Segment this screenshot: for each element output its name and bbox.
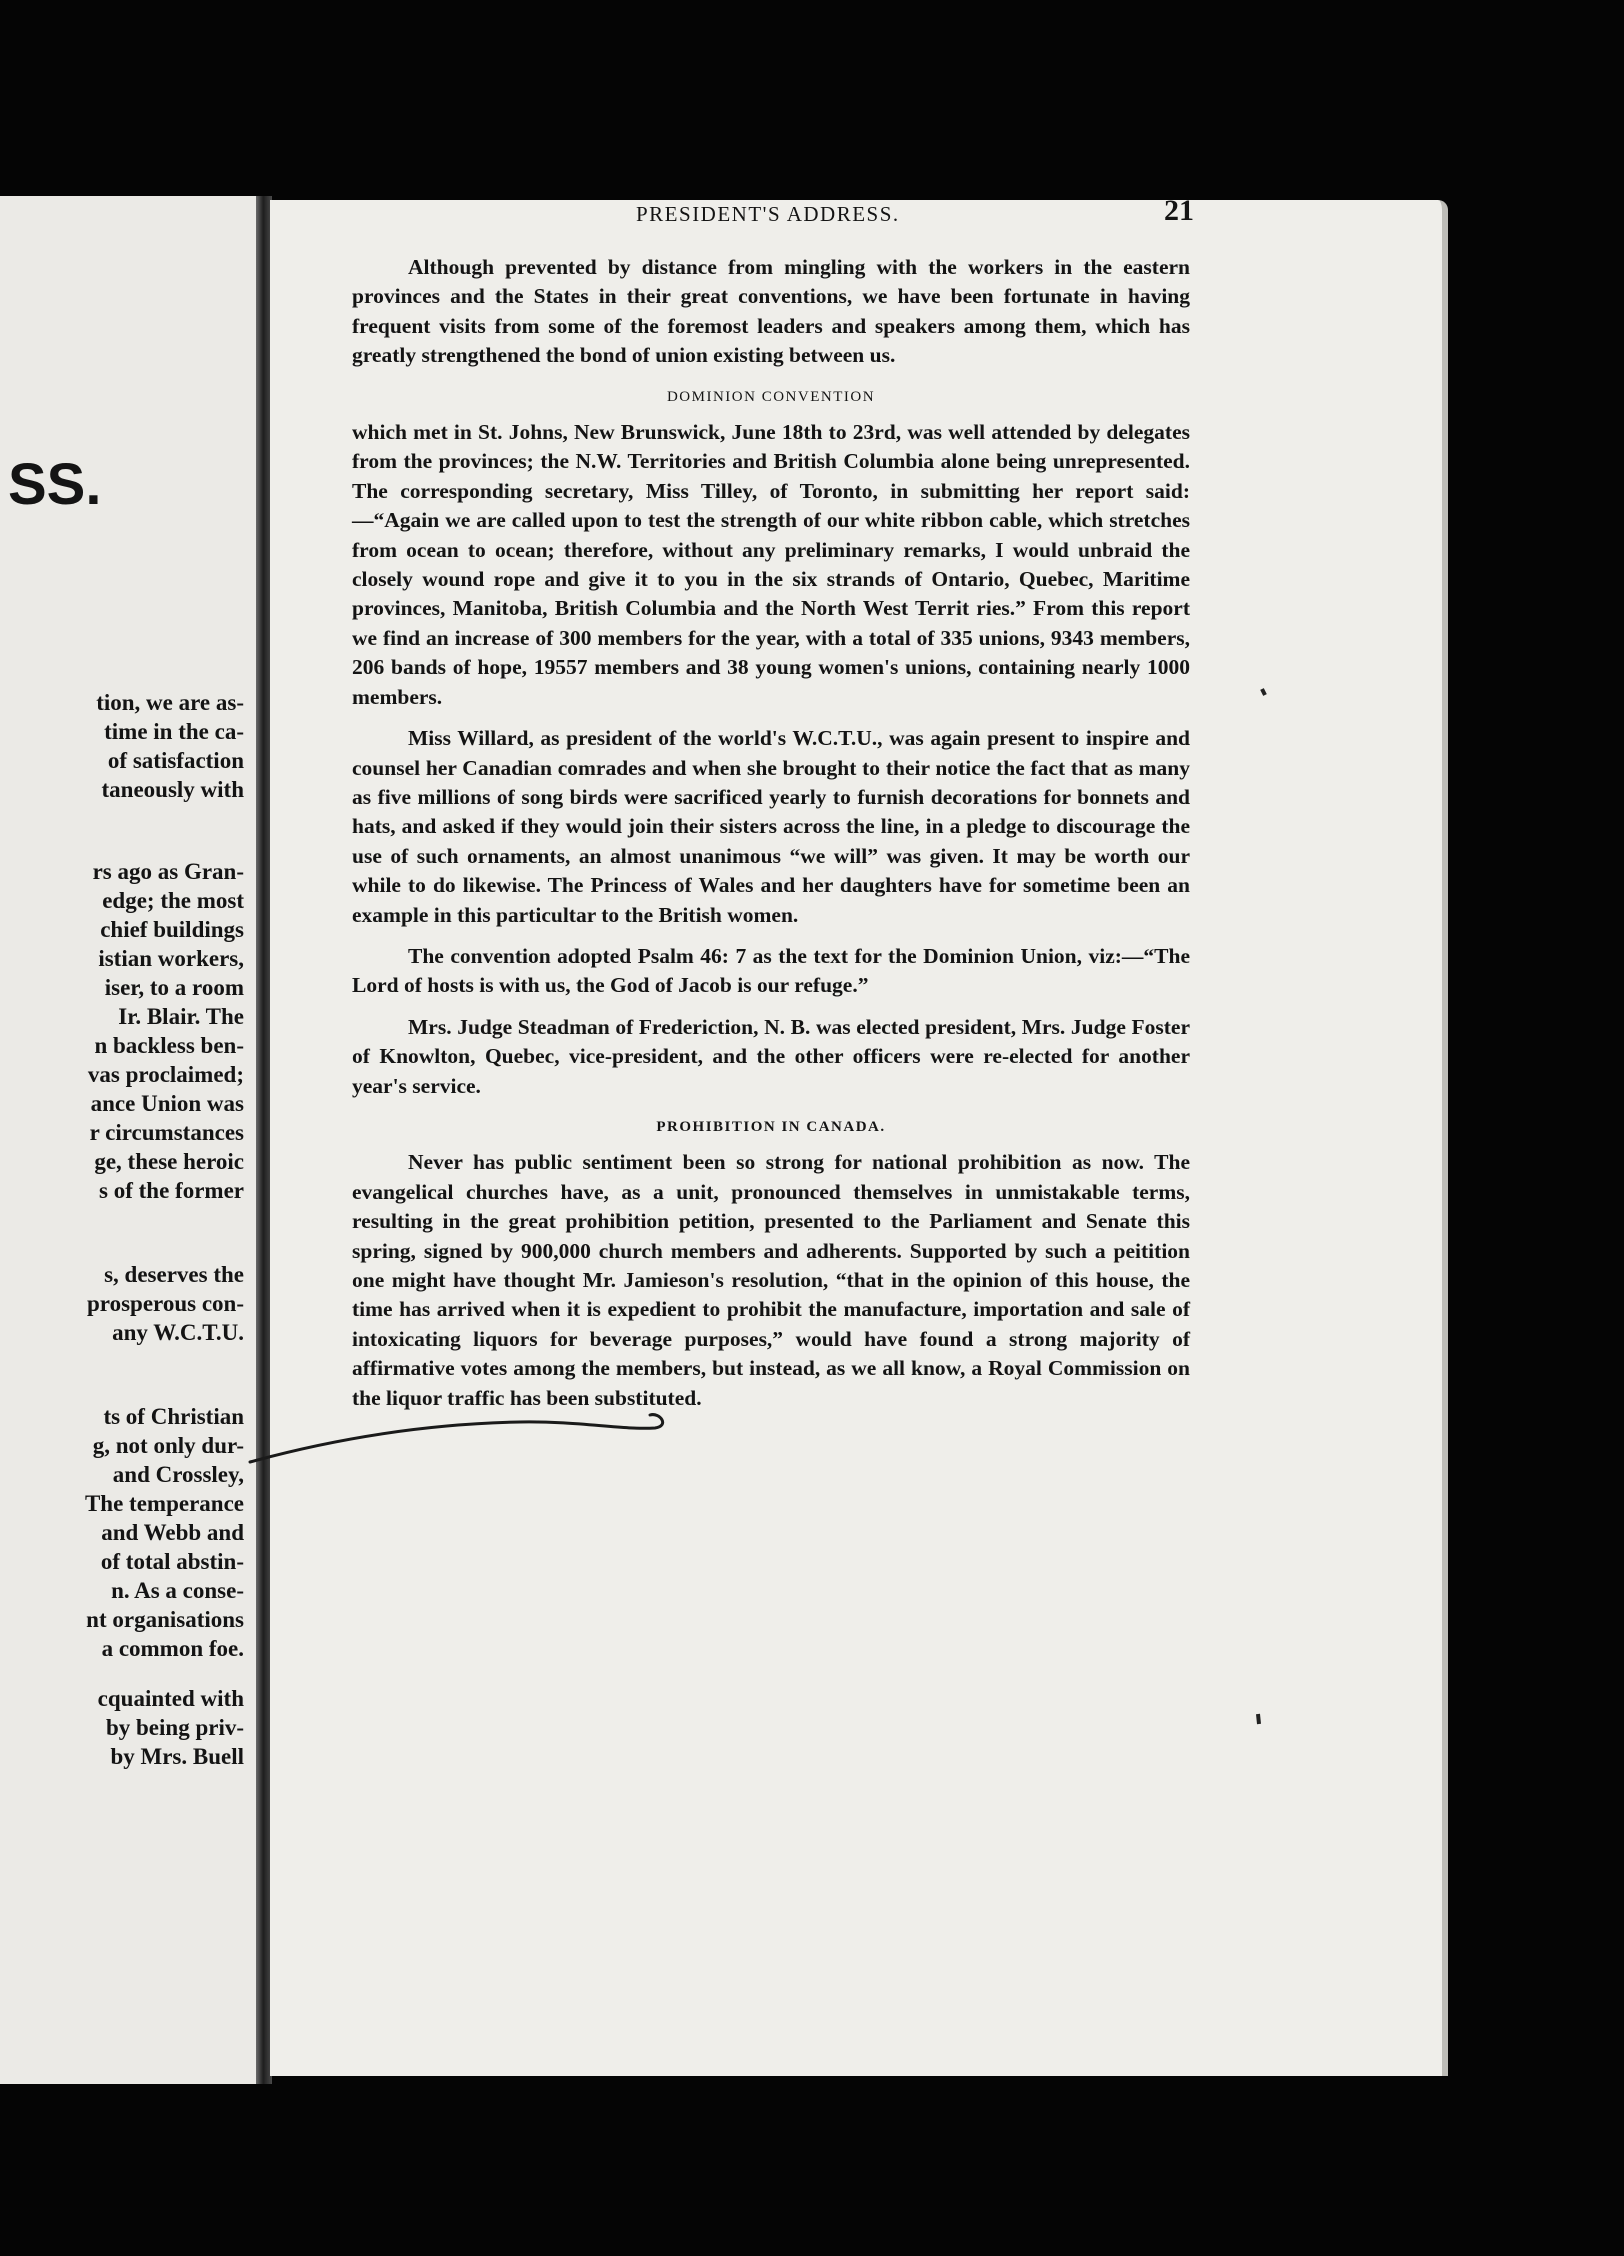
left-page-line: nt organisations <box>86 1607 244 1632</box>
left-page-line: ge, these heroic <box>94 1149 244 1174</box>
left-page-line: s, deserves the <box>104 1262 244 1287</box>
section-heading-dominion-convention: DOMINION CONVENTION <box>666 388 876 405</box>
left-page-heading-fragment: SS. <box>8 452 102 517</box>
left-page-line: Ir. Blair. The <box>118 1004 244 1029</box>
left-page-line: n backless ben- <box>94 1033 244 1058</box>
left-page-line: and Crossley, <box>112 1462 244 1487</box>
left-page-line: chief buildings <box>100 917 244 942</box>
left-page-line: prosperous con- <box>87 1291 244 1316</box>
left-page-line: any W.C.T.U. <box>112 1320 244 1345</box>
left-page-line: by Mrs. Buell <box>110 1744 244 1769</box>
left-page-line: time in the ca- <box>104 719 244 744</box>
left-page-line: ance Union was <box>90 1091 244 1116</box>
left-page-line: rs ago as Gran- <box>92 859 244 884</box>
section-heading-prohibition: PROHIBITION IN CANADA. <box>656 1118 886 1135</box>
paragraph-officers: Mrs. Judge Steadman of Frederiction, N. B. was elected president, Mrs. Judge Foster of Knowlton, Quebec, vice-president, and the other officers were re-elected for another year's service. <box>352 1014 1190 1098</box>
paragraph-psalm: The convention adopted Psalm 46: 7 as the text for the Dominion Union, viz:—“The Lord of hosts is with us, the God of Jacob is our refuge.” <box>352 943 1190 998</box>
left-page-line: The temperance <box>84 1491 244 1516</box>
running-header <box>370 194 1200 240</box>
left-page-line: g, not only dur- <box>92 1433 244 1458</box>
left-page-line: tion, we are as- <box>96 690 244 715</box>
page-body <box>352 253 1190 1425</box>
page-number: 21 <box>1164 194 1194 227</box>
left-page-line: r circumstances <box>89 1120 244 1145</box>
left-page-line: edge; the most <box>102 888 244 913</box>
paragraph-miss-willard: Miss Willard, as president of the world's W.C.T.U., was again present to inspire and counsel her Canadian comrades and when she brought to their notice the fact that as many as five millions of song birds were sacrificed yearly to furnish decorations for bonnets and hats, and asked if they would join their sisters across the line, in a pledge to discourage the use of such ornaments, an almost unanimous “we will” was given. It may be worth our while to do likewise. The Princess of Wales and her daughters have for sometime been an example in this particultar to the British women. <box>352 726 1190 927</box>
left-page <box>0 196 260 2084</box>
paragraph-intro: Although prevented by distance from mingling with the workers in the eastern provinces and the States in their great conventions, we have been fortunate in having frequent visits from some of the foremost leaders and speakers among them, which has greatly strengthened the bond of union existing between us. <box>352 255 1190 368</box>
left-page-line: iser, to a room <box>104 975 244 1000</box>
left-page-line: and Webb and <box>101 1520 244 1545</box>
left-page-line: vas proclaimed; <box>87 1062 244 1087</box>
paragraph-dominion-convention: which met in St. Johns, New Brunswick, June 18th to 23rd, was well attended by delegates from the provinces; the N.W. Territories and British Columbia alone being unrepresented. The corresponding secretary, Miss Tilley, of Toronto, in submitting her report said:—“Again we are called upon to test the strength of our white ribbon cable, which stretches from ocean to ocean; therefore, without any preliminary remarks, I would unbraid the closely wound rope and give it to you in the six strands of Ontario, Quebec, Maritime provinces, Manitoba, British Columbia and the North West Territ ries.” From this report we find an increase of 300 members for the year, with a total of 335 unions, 9343 members, 206 bands of hope, 19557 members and 38 young women's unions, containing nearly 1000 members. <box>352 420 1190 709</box>
left-page-line: ts of Christian <box>103 1404 244 1429</box>
left-page-line: of satisfaction <box>107 748 244 773</box>
left-page-line: a common foe. <box>101 1636 244 1661</box>
left-page-line: of total abstin- <box>100 1549 244 1574</box>
running-head-title: PRESIDENT'S ADDRESS. <box>636 202 900 226</box>
left-page-line: by being priv- <box>105 1715 244 1740</box>
left-page-line: cquainted with <box>97 1686 244 1711</box>
left-page-line: n. As a conse- <box>111 1578 244 1603</box>
left-page-line: s of the former <box>99 1178 244 1203</box>
left-page-line: taneously with <box>101 777 244 802</box>
left-page-line: istian workers, <box>98 946 244 971</box>
paragraph-prohibition: Never has public sentiment been so strong for national prohibition as now. The evangelical churches have, as a unit, pronounced themselves in unmistakable terms, resulting in the great prohibition petition, presented to the Parliament and Senate this spring, signed by 900,000 church members and adherents. Supported by such a peitition one might have thought Mr. Jamieson's resolution, “that in the opinion of this house, the time has arrived when it is expedient to prohibit the manufacture, importation and sale of intoxicating liquors for beverage purposes,” would have found a strong majority of affirmative votes among the members, but instead, as we all know, a Royal Commission on the liquor traffic has been substituted. <box>352 1150 1190 1410</box>
